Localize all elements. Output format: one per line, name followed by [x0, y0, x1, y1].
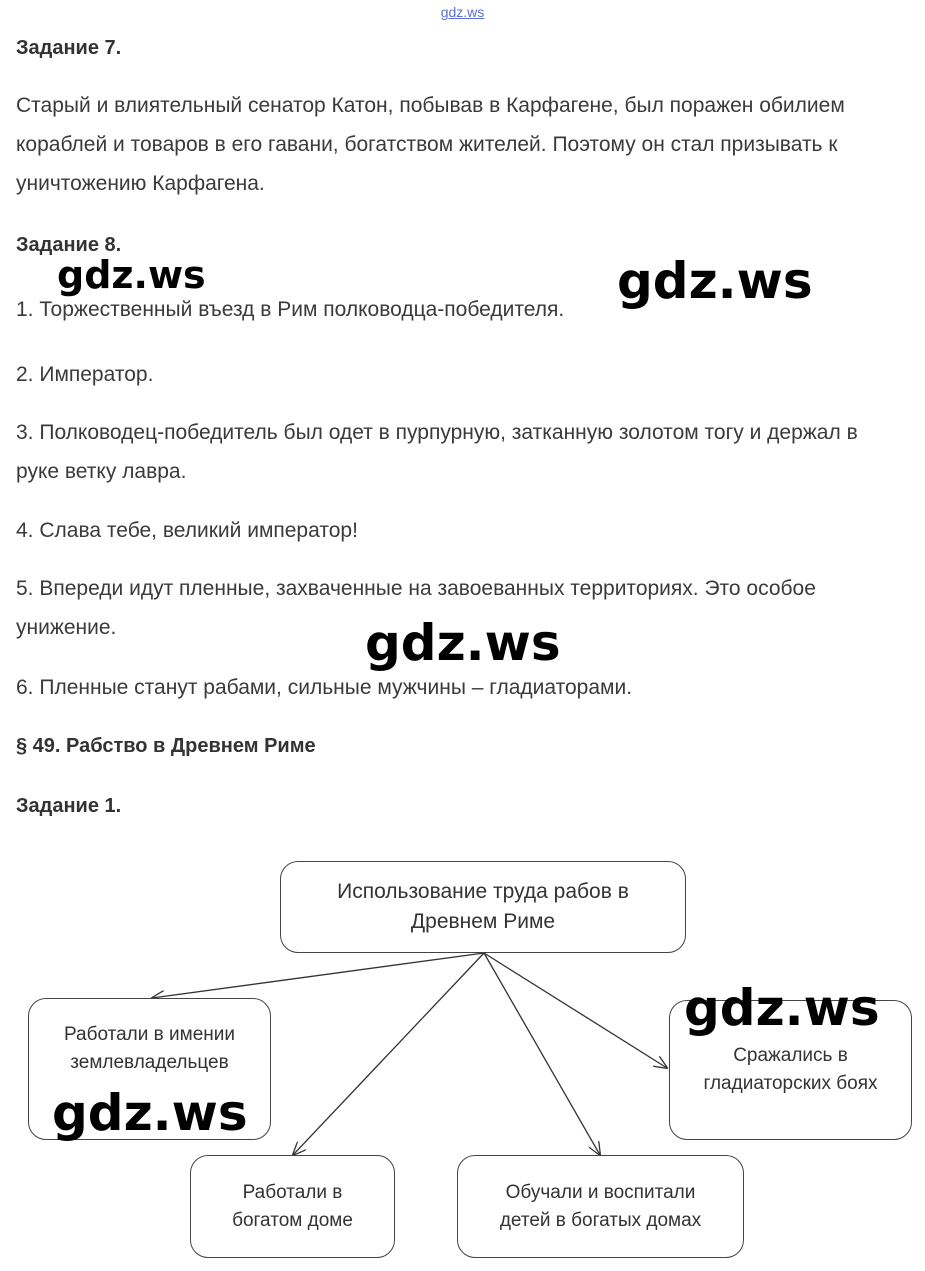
diagram-center-box	[280, 861, 686, 953]
diagram-node-label: Сражались в гладиаторских боях	[703, 1045, 878, 1094]
arrow-to-gladiators	[484, 953, 667, 1068]
watermark: gdz.ws	[617, 252, 813, 310]
section-heading: § 49. Рабство в Древнем Риме	[16, 735, 316, 757]
watermark: gdz.ws	[365, 614, 561, 672]
diagram-node-label: Работали в богатом доме	[232, 1181, 353, 1231]
diagram-node-household	[190, 1155, 395, 1258]
arrow-to-household	[293, 953, 484, 1155]
diagram-node-label: Работали в имении землевладельцев	[63, 1024, 235, 1073]
task8-item-2: 2. Император.	[16, 363, 154, 386]
task7-text: Старый и влиятельный сенатор Катон, побывав в Карфагене, был поражен обилием кораблей и товаров в его гавани, богатством жителей. Поэтому он стал призывать к уничтожению Карфагена.	[16, 94, 845, 195]
site-link[interactable]: gdz.ws	[440, 4, 485, 20]
diagram-center-label: Использование труда рабов в Древнем Риме	[337, 880, 629, 933]
task7-heading: Задание 7.	[16, 37, 122, 59]
arrow-to-teaching	[484, 953, 600, 1155]
watermark: gdz.ws	[57, 253, 206, 297]
watermark: gdz.ws	[52, 1084, 248, 1142]
task8-item-1: 1. Торжественный въезд в Рим полководца-победителя.	[16, 298, 565, 321]
task8-item-4: 4. Слава тебе, великий император!	[16, 519, 358, 542]
task1-heading: Задание 1.	[16, 795, 122, 817]
arrow-to-estates	[152, 953, 484, 998]
task8-item-3: 3. Полководец-победитель был одет в пурпурную, затканную золотом тогу и держал в руке ветку лавра.	[16, 421, 858, 483]
task8-heading: Задание 8.	[16, 234, 122, 256]
task8-item-5: 5. Впереди идут пленные, захваченные на завоеванных территориях. Это особое унижение.	[16, 577, 816, 639]
watermark: gdz.ws	[684, 979, 880, 1037]
diagram-node-teaching	[457, 1155, 744, 1258]
task8-item-6: 6. Пленные станут рабами, сильные мужчины – гладиаторами.	[16, 676, 633, 699]
diagram-node-label: Обучали и воспитали детей в богатых домах	[499, 1181, 702, 1231]
